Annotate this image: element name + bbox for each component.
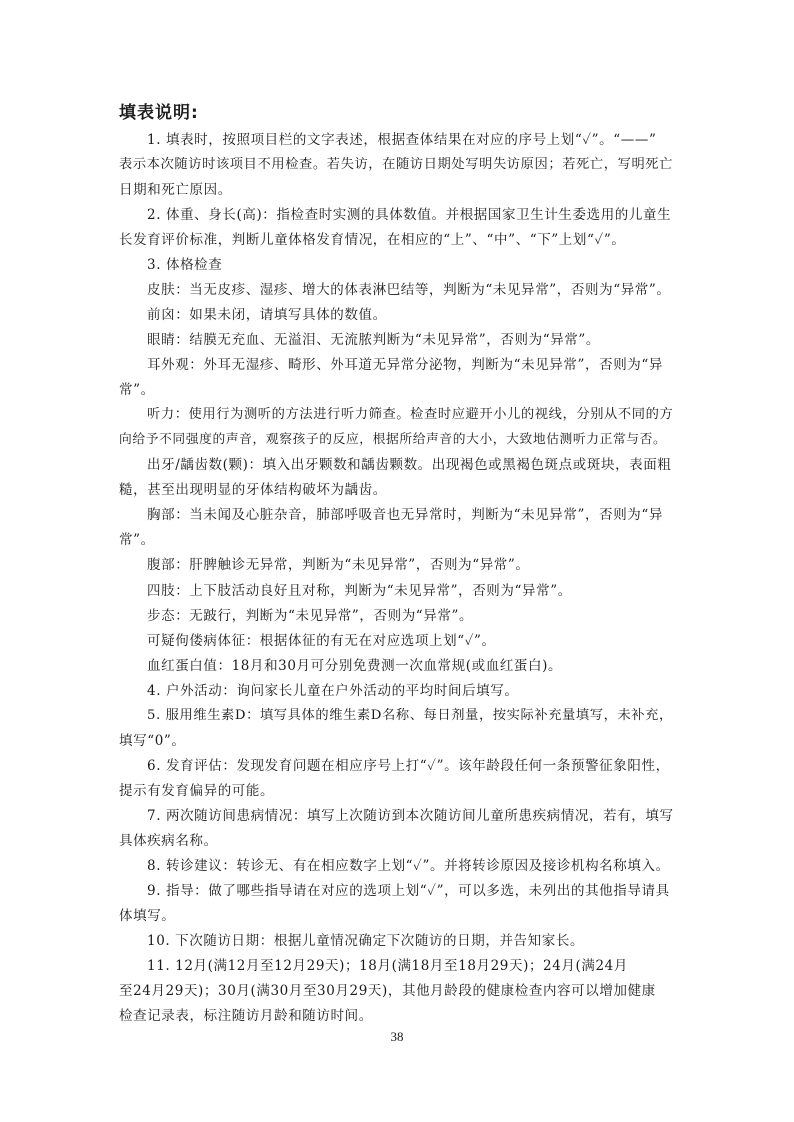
text-line: 前囟：如果未闭，请填写具体的数值。: [147, 307, 387, 323]
text-line: 四肢：上下肢活动良好且对称，判断为“未见异常”，否则为“异常”。: [147, 583, 572, 599]
text-line: 5. 服用维生素D：填写具体的维生素D名称、每日剂量，按实际补充量填写，未补充，: [147, 708, 673, 723]
text-line: 1. 填表时，按照项目栏的文字表述，根据查体结果在对应的序号上划“✓”。“——”: [147, 132, 657, 148]
text-line: 8. 转诊建议：转诊无、有在相应数字上划“✓”。并将转诊原因及接诊机构名称填入。: [147, 858, 670, 874]
text-line: 日期和死亡原因。: [119, 182, 232, 198]
text-line: 具体疾病名称。: [119, 833, 218, 849]
text-line: 步态：无跛行，判断为“未见异常”，否则为“异常”。: [147, 608, 474, 624]
text-line: 11. 12月(满12月至12月29天)；18月(满18月至18月29天)；24月(满24月: [147, 958, 628, 974]
text-line: 向给予不同强度的声音，观察孩子的反应，根据所给声音的大小，大致地估测听力正常与否。: [119, 432, 667, 447]
text-line: 填写“0”。: [119, 733, 186, 749]
text-line: 听力：使用行为测听的方法进行听力筛查。检查时应避开小儿的视线，分别从不同的方: [147, 407, 674, 422]
text-line: 6. 发育评估：发现发育问题在相应序号上打“✓”。该年龄段任何一条预警征象阳性，: [147, 758, 670, 774]
text-line: 9. 指导：做了哪些指导请在对应的选项上划“✓”，可以多选，未列出的其他指导请具: [147, 883, 670, 899]
text-line: 7. 两次随访间患病情况：填写上次随访到本次随访间儿童所患疾病情况，若有，填写: [147, 808, 674, 824]
text-line: 提示有发育偏异的可能。: [119, 783, 275, 799]
text-line: 血红蛋白值：18月和30月可分别免费测一次血常规(或血红蛋白)。: [147, 658, 563, 674]
text-line: 10. 下次随访日期：根据儿童情况确定下次随访的日期，并告知家长。: [147, 933, 585, 949]
text-line: 腹部：肝脾触诊无异常，判断为“未见异常”，否则为“异常”。: [147, 557, 530, 573]
text-line: 体填写。: [119, 908, 176, 924]
text-line: 3. 体格检查: [147, 257, 223, 273]
text-line: 常”。: [119, 382, 155, 398]
text-line: 检查记录表，标注随访月龄和随访时间。: [119, 1008, 373, 1024]
text-line: 出牙/龋齿数(颗)：填入出牙颗数和龋齿颗数。出现褐色或黑褐色斑点或斑块，表面粗: [147, 457, 672, 473]
page-number: 38: [390, 1029, 404, 1044]
text-line: 长发育评价标准，判断儿童体格发育情况，在相应的“上”、“中”、“下”上划“✓”。: [119, 232, 626, 248]
text-line: 常”。: [119, 532, 155, 548]
text-line: 至24月29天)；30月(满30月至30月29天)，其他月龄段的健康检查内容可以增加健康: [119, 983, 656, 999]
text-line: 2. 体重、身长(高)：指检查时实测的具体数值。并根据国家卫生计生委选用的儿童生: [147, 207, 672, 223]
text-line: 表示本次随访时该项目不用检查。若失访，在随访日期处写明失访原因；若死亡，写明死亡: [119, 157, 674, 172]
text-line: 胸部：当未闻及心脏杂音，肺部呼吸音也无异常时，判断为“未见异常”，否则为“异: [147, 507, 664, 523]
text-line: 皮肤：当无皮疹、湿疹、增大的体表淋巴结等，判断为“未见异常”，否则为“异常”。: [147, 282, 671, 298]
text-line: 4. 户外活动：询问家长儿童在户外活动的平均时间后填写。: [147, 683, 519, 699]
text-line: 眼睛：结膜无充血、无溢泪、无流脓判断为“未见异常”，否则为“异常”。: [147, 332, 601, 348]
text-line: 糙，甚至出现明显的牙体结构破坏为龋齿。: [119, 482, 387, 498]
text-line: 可疑佝偻病体征：根据体征的有无在对应选项上划“✓”。: [147, 633, 496, 649]
page-title: 填表说明:: [119, 103, 199, 123]
text-line: 耳外观：外耳无湿疹、畸形、外耳道无异常分泌物，判断为“未见异常”，否则为“异: [147, 357, 664, 373]
